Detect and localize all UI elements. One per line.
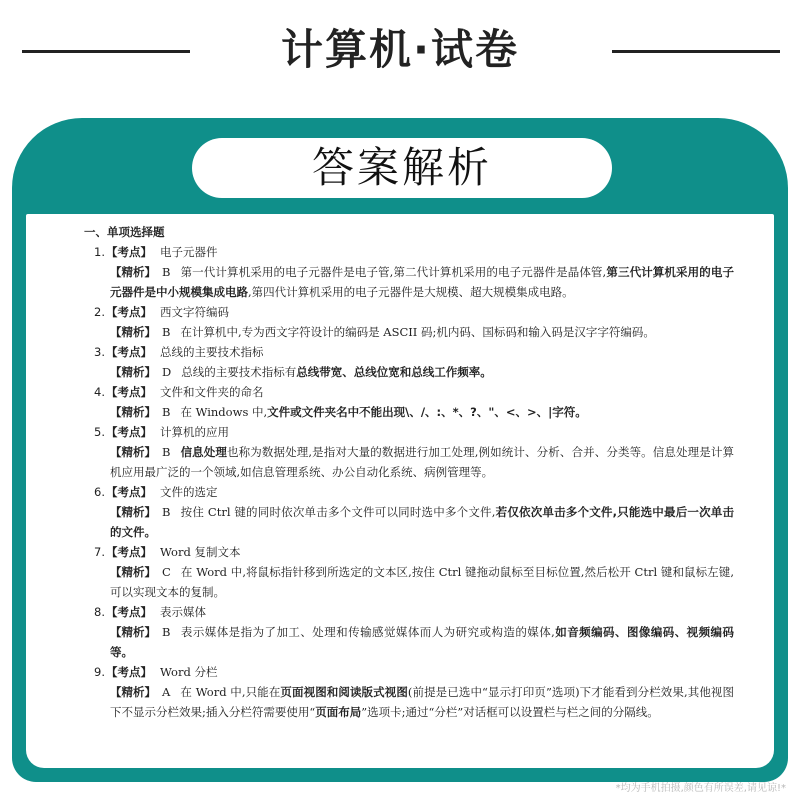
answer-letter: B: [162, 505, 171, 519]
question-item: [94, 662, 734, 722]
explanation-text: (前提是已选中“显示打印页”选项)下才能看到分栏效果,其他视图下不显示分栏效果;插入分栏符需要使用“: [110, 685, 735, 719]
jingxi-paragraph: [94, 442, 734, 482]
kaodian-row: [94, 242, 734, 262]
page-title: 计算机·试卷: [281, 25, 519, 74]
question-number: 4.: [94, 385, 105, 399]
kaodian-row: [94, 482, 734, 502]
answer-letter: B: [162, 625, 171, 639]
jingxi-paragraph: [94, 322, 734, 342]
kaodian-row: [94, 662, 734, 682]
answer-letter: B: [162, 265, 171, 279]
answer-letter: B: [162, 445, 171, 459]
answer-letter: B: [162, 405, 171, 419]
section-title: 一、单项选择题: [84, 225, 165, 239]
explanation-text: 总线的主要技术指标有: [181, 365, 297, 379]
jingxi-label: 【精析】: [110, 625, 156, 639]
explanation-emphasis: 若仅依次单击多个文件,只能选中最后一次单击的文件。: [110, 505, 734, 539]
banner-title: 答案解析: [311, 143, 492, 192]
kaodian-row: [94, 422, 734, 442]
question-number: 3.: [94, 345, 105, 359]
explanation-text: 表示媒体是指为了加工、处理和传输感觉媒体而人为研究或构造的媒体,: [180, 625, 555, 639]
answer-letter: C: [162, 565, 171, 579]
answer-letter: A: [162, 685, 171, 699]
header-line-right: [612, 50, 780, 53]
kaodian-row: [94, 342, 734, 362]
header-line-left: [22, 50, 190, 53]
question-number: 6.: [94, 485, 105, 499]
kaodian-label: 【考点】: [106, 605, 152, 619]
explanation-text: 按住 Ctrl 键的同时依次单击多个文件可以同时选中多个文件,: [180, 505, 496, 519]
answer-letter: D: [162, 365, 172, 379]
kaodian-row: [94, 382, 734, 402]
explanation-text: 在计算机中,专为西文字符设计的编码是 ASCII 码;机内码、国标码和输入码是汉字字符编码。: [180, 325, 655, 339]
question-list: [94, 242, 734, 722]
explanation-text: 在 Word 中,只能在: [180, 685, 281, 699]
jingxi-paragraph: [94, 402, 734, 422]
answer-card: [12, 118, 788, 782]
explanation-text: 也称为数据处理,是指对大量的数据进行加工处理,例如统计、分析、合并、分类等。信息处理是计算机应用最广泛的一个领域,如信息管理系统、办公自动化系统、病例管理等。: [110, 445, 735, 479]
kaodian-row: [94, 542, 734, 562]
question-item: [94, 302, 734, 342]
kaodian-text: 文件和文件夹的命名: [160, 385, 264, 399]
question-number: 7.: [94, 545, 105, 559]
jingxi-paragraph: [94, 262, 734, 302]
jingxi-paragraph: [94, 562, 734, 602]
question-number: 5.: [94, 425, 105, 439]
explanation-emphasis: 文件或文件夹名中不能出现\、/、:、*、?、"、<、>、|字符。: [267, 405, 587, 419]
banner-pill: [192, 138, 612, 198]
explanation-text: ”选项卡;通过“分栏”对话框可以设置栏与栏之间的分隔线。: [361, 705, 659, 719]
jingxi-label: 【精析】: [110, 445, 156, 459]
question-number: 1.: [94, 245, 105, 259]
explanation-text: 第一代计算机采用的电子元器件是电子管,第二代计算机采用的电子元器件是晶体管,: [180, 265, 607, 279]
explanation-text: 在 Word 中,将鼠标指针移到所选定的文本区,按住 Ctrl 键拖动鼠标至目标位置,然后松开 Ctrl 键和鼠标左键,可以实现文本的复制。: [110, 565, 734, 599]
kaodian-row: [94, 602, 734, 622]
kaodian-text: 文件的选定: [160, 485, 218, 499]
kaodian-text: 电子元器件: [160, 245, 218, 259]
kaodian-text: 计算机的应用: [160, 425, 229, 439]
question-item: [94, 242, 734, 302]
jingxi-label: 【精析】: [110, 505, 156, 519]
jingxi-label: 【精析】: [110, 405, 156, 419]
explanation-emphasis: 信息处理: [180, 445, 228, 459]
explanation-emphasis: 页面视图和阅读版式视图: [280, 685, 408, 699]
kaodian-text: Word 分栏: [160, 665, 218, 679]
footnote: *均为手机拍摄,颜色有所误差,请见谅!*: [615, 783, 786, 794]
jingxi-label: 【精析】: [110, 565, 156, 579]
kaodian-label: 【考点】: [106, 305, 152, 319]
kaodian-label: 【考点】: [106, 545, 152, 559]
jingxi-paragraph: [94, 682, 734, 722]
kaodian-text: 表示媒体: [160, 605, 206, 619]
question-item: [94, 422, 734, 482]
explanation-emphasis: 页面布局: [315, 705, 362, 719]
kaodian-row: [94, 302, 734, 322]
question-number: 8.: [94, 605, 105, 619]
explanation-text: ,第四代计算机采用的电子元器件是大规模、超大规模集成电路。: [248, 285, 574, 299]
answer-content-panel: [26, 214, 774, 768]
kaodian-text: 总线的主要技术指标: [160, 345, 264, 359]
kaodian-label: 【考点】: [106, 665, 152, 679]
explanation-emphasis: 第三代计算机采用的电子元器件是中小规模集成电路: [110, 265, 735, 299]
jingxi-paragraph: [94, 502, 734, 542]
jingxi-paragraph: [94, 362, 734, 382]
kaodian-label: 【考点】: [106, 385, 152, 399]
kaodian-text: 西文字符编码: [160, 305, 229, 319]
kaodian-label: 【考点】: [106, 345, 152, 359]
explanation-text: 在 Windows 中,: [180, 405, 268, 419]
jingxi-label: 【精析】: [110, 685, 156, 699]
question-item: [94, 542, 734, 602]
jingxi-label: 【精析】: [110, 265, 156, 279]
question-item: [94, 482, 734, 542]
kaodian-label: 【考点】: [106, 245, 152, 259]
kaodian-text: Word 复制文本: [160, 545, 241, 559]
answer-content: [84, 222, 735, 722]
answer-letter: B: [162, 325, 171, 339]
question-item: [94, 602, 734, 662]
explanation-emphasis: 如音频编码、图像编码、视频编码等。: [110, 625, 734, 659]
explanation-emphasis: 总线带宽、总线位宽和总线工作频率。: [296, 365, 492, 379]
jingxi-label: 【精析】: [110, 325, 156, 339]
kaodian-label: 【考点】: [106, 425, 152, 439]
kaodian-label: 【考点】: [106, 485, 152, 499]
jingxi-label: 【精析】: [110, 365, 156, 379]
jingxi-paragraph: [94, 622, 734, 662]
question-number: 9.: [94, 665, 105, 679]
question-number: 2.: [94, 305, 105, 319]
question-item: [94, 342, 734, 382]
question-item: [94, 382, 734, 422]
